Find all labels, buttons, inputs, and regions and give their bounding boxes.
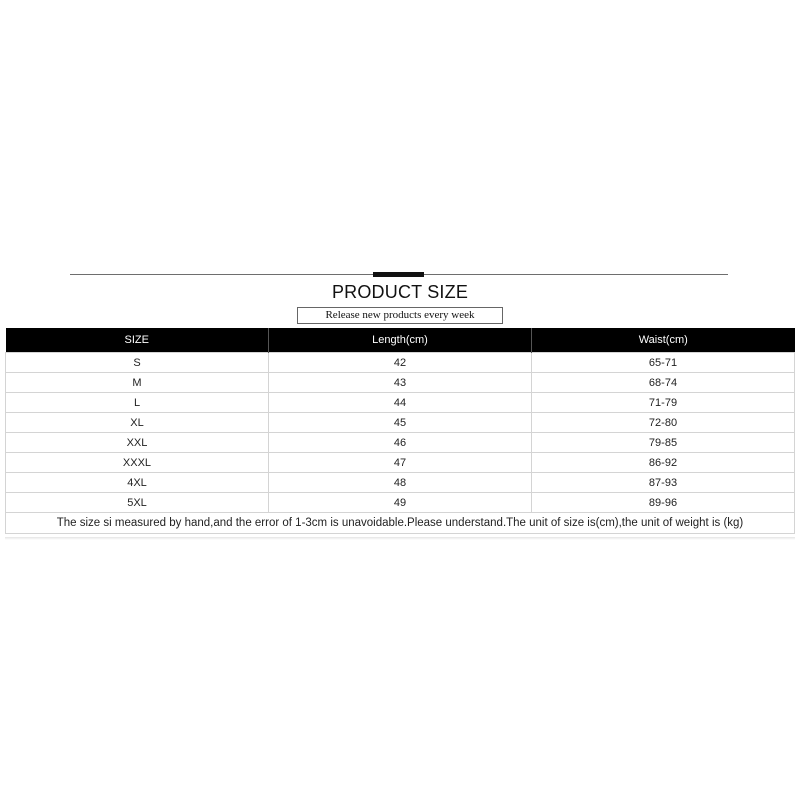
table-header-row [6,328,795,353]
waist-cell: 65-71 [532,353,795,373]
length-cell: 44 [269,393,532,413]
length-cell: 48 [269,473,532,493]
waist-cell: 79-85 [532,433,795,453]
waist-cell: 87-93 [532,473,795,493]
table-row [6,453,795,473]
table-row [6,473,795,493]
table-row [6,493,795,513]
size-cell: XXL [6,433,269,453]
size-cell: XXXL [6,453,269,473]
length-cell: 45 [269,413,532,433]
waist-cell: 89-96 [532,493,795,513]
size-cell: XL [6,413,269,433]
length-cell: 49 [269,493,532,513]
table-row [6,353,795,373]
table-row [6,373,795,393]
column-header-length: Length(cm) [269,328,532,353]
waist-cell: 72-80 [532,413,795,433]
divider-accent [373,272,424,277]
table-row [6,393,795,413]
waist-cell: 68-74 [532,373,795,393]
length-cell: 42 [269,353,532,373]
page-title: PRODUCT SIZE [331,282,469,302]
measurement-note: The size si measured by hand,and the error of 1-3cm is unavoidable.Please understand.The unit of size is(cm),the unit of weight is (kg) [6,513,795,534]
subtitle-badge: Release new products every week [297,307,503,324]
table-row [6,433,795,453]
size-table [5,328,795,534]
length-cell: 47 [269,453,532,473]
length-cell: 46 [269,433,532,453]
size-cell: 4XL [6,473,269,493]
table-note-row [6,513,795,534]
column-header-size: SIZE [6,328,269,353]
length-cell: 43 [269,373,532,393]
size-cell: L [6,393,269,413]
table-row [6,413,795,433]
waist-cell: 71-79 [532,393,795,413]
waist-cell: 86-92 [532,453,795,473]
size-cell: M [6,373,269,393]
size-cell: 5XL [6,493,269,513]
column-header-waist: Waist(cm) [532,328,795,353]
size-cell: S [6,353,269,373]
table-shadow [5,537,795,540]
